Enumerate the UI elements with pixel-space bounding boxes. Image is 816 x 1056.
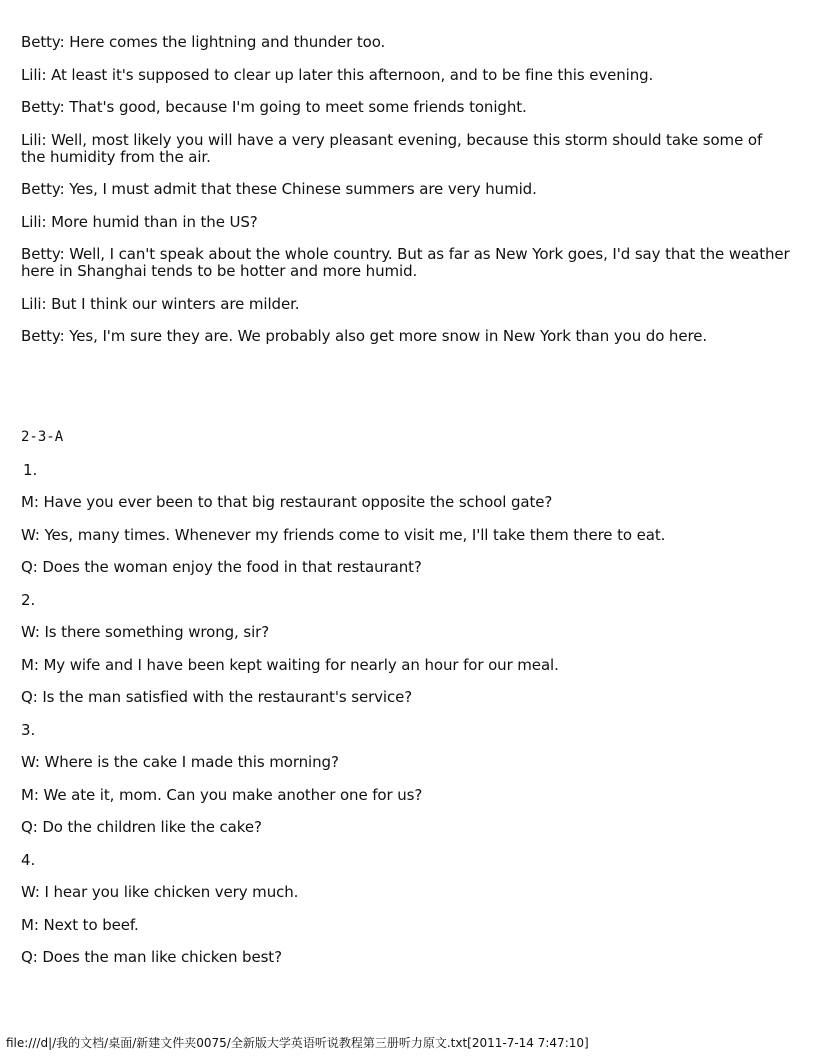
- dialogue-line: M: We ate it, mom. Can you make another one for us?: [21, 785, 423, 804]
- document-body: [21, 34, 791, 982]
- dialogue-line: Lili: At least it's supposed to clear up later this afternoon, and to be fine this evening.: [21, 65, 654, 84]
- section-label: 2-3-A: [21, 428, 64, 445]
- dialogue-line: W: I hear you like chicken very much.: [21, 883, 299, 901]
- question-line: Q: Is the man satisfied with the restaurant's service?: [21, 688, 413, 706]
- item-number: 1.: [23, 460, 38, 479]
- dialogue-line: Lili: But I think our winters are milder.: [21, 294, 300, 313]
- dialogue-line: Betty: That's good, because I'm going to meet some friends tonight.: [21, 98, 527, 116]
- dialogue-line: W: Yes, many times. Whenever my friends come to visit me, I'll take them there to eat.: [21, 525, 666, 544]
- item-number: 2.: [21, 590, 36, 609]
- dialogue-line: Lili: Well, most likely you will have a very pleasant evening, because this storm should take some of the humidity from the air.: [21, 130, 763, 166]
- item-number: 4.: [21, 850, 36, 869]
- question-line: Q: Does the woman enjoy the food in that restaurant?: [21, 558, 422, 576]
- item-number: 3.: [21, 720, 36, 739]
- dialogue-line: Lili: More humid than in the US?: [21, 212, 258, 231]
- dialogue-line: M: Have you ever been to that big restaurant opposite the school gate?: [21, 493, 553, 511]
- blank-spacer: [21, 361, 791, 429]
- dialogue-line: Betty: Here comes the lightning and thunder too.: [21, 33, 386, 51]
- dialogue-line: Betty: Well, I can't speak about the whole country. But as far as New York goes, I'd say that the weather here in Shanghai tends to be hotter and more humid.: [21, 245, 790, 280]
- dialogue-line: Betty: Yes, I'm sure they are. We probably also get more snow in New York than you do here.: [21, 327, 708, 345]
- dialogue-line: W: Where is the cake I made this morning?: [21, 753, 339, 771]
- question-line: Q: Does the man like chicken best?: [21, 948, 282, 966]
- dialogue-line: Betty: Yes, I must admit that these Chinese summers are very humid.: [21, 180, 537, 198]
- dialogue-line: M: Next to beef.: [21, 915, 139, 934]
- question-line: Q: Do the children like the cake?: [21, 818, 262, 836]
- file-path-footer: file:///d|/我的文档/桌面/新建文件夹0075/全新版大学英语听说教程第三册听力原文.txt[2011-7-14 7:47:10]: [6, 1036, 589, 1050]
- dialogue-line: M: My wife and I have been kept waiting for nearly an hour for our meal.: [21, 655, 559, 674]
- dialogue-line: W: Is there something wrong, sir?: [21, 623, 270, 641]
